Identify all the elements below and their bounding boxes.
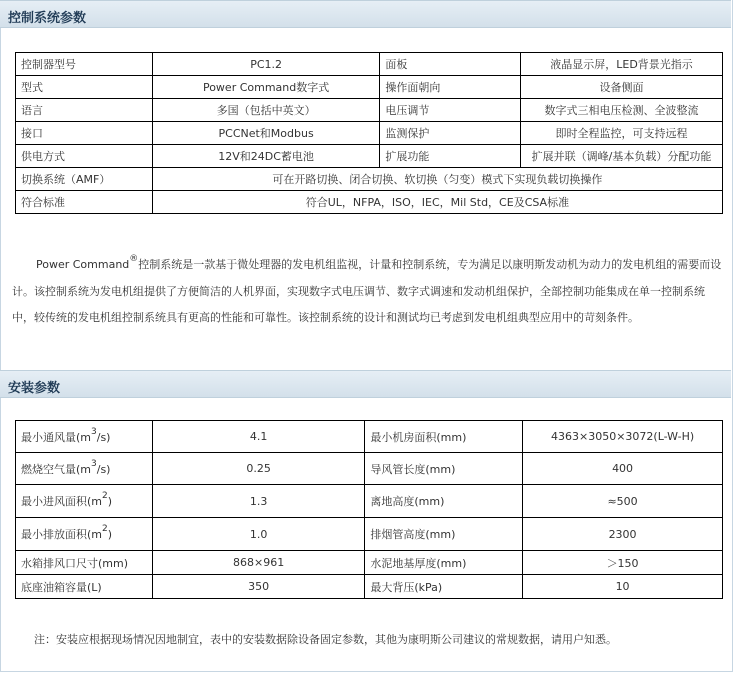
param-label: 最小通风量$(m^3/s)$: [16, 421, 153, 453]
table-row: [16, 145, 723, 168]
param-value: 可在开路切换、闭合切换、软切换（匀变）模式下实现负载切换操作: [152, 168, 722, 191]
install-params-table: [15, 420, 723, 599]
param-label: 导风管长度(mm): [365, 453, 523, 485]
param-value: 即时全程监控，可支持远程: [521, 122, 723, 145]
param-label: 最小机房面积(mm): [365, 421, 523, 453]
description-text: 控制系统是一款基于微处理器的发电机组监视，计量和控制系统，专为满足以康明斯发动机为动力的发电机组的需要而设计。该控制系统为发电机组提供了方便简洁的人机界面，实现数字式电压调节、数字式调速和发动机组保护，全部控制功能集成在单一控制系统中，较传统的发电机组控制系统具有更高的性能和可靠性。该控制系统的设计和测试均已考虑到发电机组典型应用中的苛刻条件。: [12, 258, 722, 324]
param-label: 最小排放面积$(m^2)$: [16, 518, 153, 551]
param-value: PC1.2: [152, 53, 380, 76]
param-label: 离地高度(mm): [365, 485, 523, 518]
param-label: 切换系统（AMF）: [16, 168, 153, 191]
param-label: 监测保护: [380, 122, 521, 145]
table-row: [16, 76, 723, 99]
param-value: 液晶显示屏，LED背景光指示: [521, 53, 723, 76]
table-row: [16, 518, 723, 551]
table-row: [16, 53, 723, 76]
param-value: 设备侧面: [521, 76, 723, 99]
param-label: 排烟管高度(mm): [365, 518, 523, 551]
table-row: [16, 191, 723, 214]
table-row: [16, 551, 723, 575]
param-label: 最小进风面积$(m^2)$: [16, 485, 153, 518]
param-value: 0.25: [152, 453, 364, 485]
section-header-install: [0, 370, 731, 398]
brand-name: Power Command: [36, 258, 130, 271]
param-label: 水泥地基厚度(mm): [365, 551, 523, 575]
param-value: 符合UL，NFPA，ISO，IEC，Mil Std，CE及CSA标准: [152, 191, 722, 214]
param-value: ≈500: [523, 485, 723, 518]
param-label: 型式: [16, 76, 153, 99]
param-label: 语言: [16, 99, 153, 122]
param-value: PCCNet和Modbus: [152, 122, 380, 145]
install-note: 注：安装应根据现场情况因地制宜，表中的安装数据除设备固定参数，其他为康明斯公司建议的常规数据，请用户知悉。: [34, 633, 617, 646]
param-value: 868×961: [152, 551, 364, 575]
param-value: 1.3: [152, 485, 364, 518]
section-header-control: [0, 0, 731, 28]
table-row: [16, 485, 723, 518]
param-value: 2300: [523, 518, 723, 551]
param-value: 数字式三相电压检测、全波整流: [521, 99, 723, 122]
param-value: 扩展并联（调峰/基本负载）分配功能: [521, 145, 723, 168]
param-value: 400: [523, 453, 723, 485]
table-row: [16, 453, 723, 485]
param-label: 底座油箱容量(L): [16, 575, 153, 599]
param-label: 电压调节: [380, 99, 521, 122]
description-paragraph: [12, 252, 724, 331]
table-row: [16, 168, 723, 191]
param-label: 接口: [16, 122, 153, 145]
param-label: 最大背压(kPa): [365, 575, 523, 599]
param-value: Power Command数字式: [152, 76, 380, 99]
param-label: 控制器型号: [16, 53, 153, 76]
param-label: 操作面朝向: [380, 76, 521, 99]
section-title-install: 安装参数: [8, 381, 61, 396]
param-value: 4.1: [152, 421, 364, 453]
param-label: 供电方式: [16, 145, 153, 168]
param-value: 12V和24DC蓄电池: [152, 145, 380, 168]
table-row: [16, 421, 723, 453]
table-row: [16, 122, 723, 145]
registered-mark: ®: [129, 254, 139, 264]
param-value: 多国（包括中英文）: [152, 99, 380, 122]
section-title-control: 控制系统参数: [8, 11, 87, 26]
param-label: 扩展功能: [380, 145, 521, 168]
param-value: 350: [152, 575, 364, 599]
table-row: [16, 99, 723, 122]
param-label: 面板: [380, 53, 521, 76]
control-params-table: [15, 52, 723, 214]
param-value: 1.0: [152, 518, 364, 551]
param-value: 4363×3050×3072(L-W-H): [523, 421, 723, 453]
param-label: 符合标准: [16, 191, 153, 214]
table-row: [16, 575, 723, 599]
param-value: 10: [523, 575, 723, 599]
param-label: 燃烧空气量$(m^3/s)$: [16, 453, 153, 485]
param-value: ＞150: [523, 551, 723, 575]
param-label: 水箱排风口尺寸(mm): [16, 551, 153, 575]
